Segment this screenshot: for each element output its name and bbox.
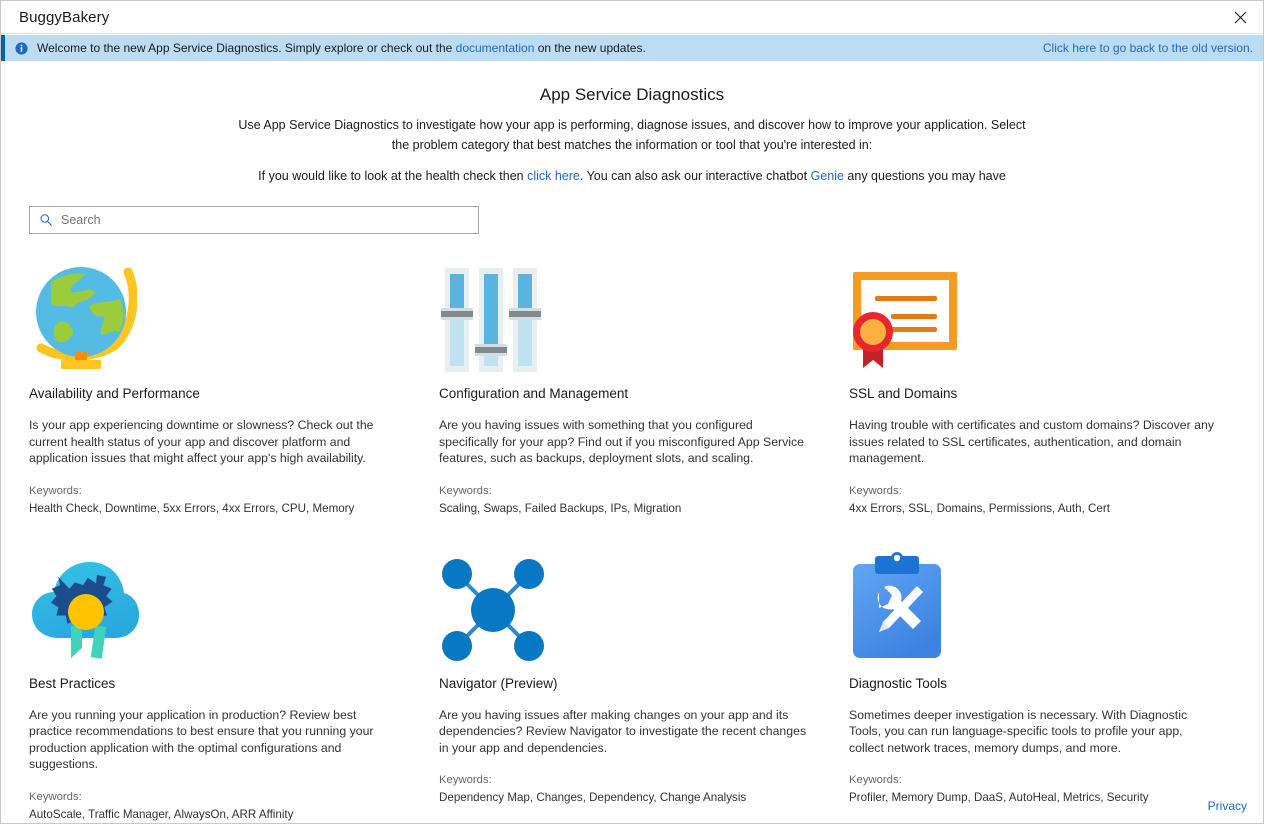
title-bar <box>1 1 1263 34</box>
card-icon-wrap <box>849 542 1249 662</box>
card-keywords-label: Keywords: <box>439 774 492 786</box>
card-icon-wrap <box>439 252 839 372</box>
card-keywords: Scaling, Swaps, Failed Backups, IPs, Migration <box>439 501 682 515</box>
category-grid <box>1 252 1263 822</box>
globe-icon <box>29 260 137 372</box>
card-description: Having trouble with certificates and custom domains? Discover any issues related to SSL certificates, authentication, and domain management. <box>849 418 1214 465</box>
health-mid: . You can also ask our interactive chatbot <box>579 169 811 183</box>
health-suffix: any questions you may have <box>843 169 1006 183</box>
card-diagnostic-tools[interactable] <box>849 516 1249 822</box>
card-description: Are you running your application in production? Review best practice recommendations to best ensure that you running your production application with the optimal configurations and suggestions. <box>29 707 374 771</box>
health-prefix: If you would like to look at the health check then <box>258 169 528 183</box>
sliders-icon <box>439 260 543 372</box>
info-banner <box>1 35 1263 61</box>
clipboard-tools-icon <box>849 552 945 662</box>
intro-paragraph <box>232 115 1032 155</box>
card-title: Navigator (Preview) <box>439 675 558 691</box>
banner-text-after: on the new updates. <box>534 41 646 55</box>
card-description: Are you having issues with something that you configured specifically for your app? Find out if you misconfigured App Service features, such as backups, deployment slots, and scaling. <box>439 418 804 465</box>
card-best-practices[interactable] <box>29 516 429 822</box>
card-ssl-and-domains[interactable] <box>849 252 1249 516</box>
intro-line-2: that best matches the information or tool that you're interested in: <box>512 138 873 152</box>
banner-text-before: Welcome to the new App Service Diagnostics. Simply explore or check out the <box>37 41 456 55</box>
card-availability-and-performance[interactable] <box>29 252 429 516</box>
card-keywords-label: Keywords: <box>439 484 492 497</box>
health-check-link[interactable]: click here <box>527 169 580 183</box>
banner-right-area <box>1043 35 1253 61</box>
privacy-link[interactable]: Privacy <box>1207 799 1247 813</box>
card-title: Configuration and Management <box>439 386 629 401</box>
certificate-icon <box>849 264 961 372</box>
card-keywords: Dependency Map, Changes, Dependency, Change Analysis <box>439 791 747 804</box>
search-icon <box>39 213 53 227</box>
card-keywords: Health Check, Downtime, 5xx Errors, 4xx Errors, CPU, Memory <box>29 501 355 515</box>
search-input[interactable] <box>61 213 461 227</box>
card-description: Are you having issues after making changes on your app and its dependencies? Review Navigator to investigate the recent changes in your app and dependencies. <box>439 707 807 755</box>
card-title: Best Practices <box>29 675 116 691</box>
card-description: Sometimes deeper investigation is necessary. With Diagnostic Tools, you can run language-specific tools to profile your app, collect network traces, memory dumps, and more. <box>849 707 1188 755</box>
card-icon-wrap <box>29 542 429 662</box>
card-icon-wrap <box>439 542 839 662</box>
card-navigator-preview[interactable] <box>439 516 839 822</box>
genie-link[interactable]: Genie <box>810 169 844 183</box>
cloud-badge-icon <box>29 554 139 662</box>
card-keywords-label: Keywords: <box>849 774 902 786</box>
card-icon-wrap <box>849 252 1249 372</box>
card-keywords: 4xx Errors, SSL, Domains, Permissions, Auth, Cert <box>849 501 1110 515</box>
card-title: SSL and Domains <box>849 386 958 401</box>
card-keywords: AutoScale, Traffic Manager, AlwaysOn, ARR Affinity <box>29 807 294 821</box>
footer <box>1208 799 1247 813</box>
health-check-paragraph <box>202 166 1062 186</box>
card-keywords-label: Keywords: <box>849 484 902 497</box>
info-icon <box>15 42 28 55</box>
search-box[interactable] <box>29 206 479 234</box>
documentation-link[interactable]: documentation <box>455 41 535 55</box>
card-keywords: Profiler, Memory Dump, DaaS, AutoHeal, Metrics, Security <box>849 791 1149 804</box>
close-button[interactable] <box>1217 1 1263 33</box>
network-hub-icon <box>439 558 547 662</box>
window-title: BuggyBakery <box>19 8 110 26</box>
card-title: Availability and Performance <box>29 386 200 401</box>
old-version-link[interactable]: Click here to go back to the old version. <box>1042 41 1253 55</box>
card-keywords-label: Keywords: <box>29 790 82 803</box>
card-title: Diagnostic Tools <box>849 675 948 691</box>
card-icon-wrap <box>29 252 429 372</box>
banner-message <box>37 41 646 55</box>
main-content <box>1 62 1263 823</box>
card-description: Is your app experiencing downtime or slowness? Check out the current health status of your app and discover platform and application issues that might affect your app's high availability. <box>29 418 374 465</box>
intro-line-1: Use App Service Diagnostics to investigate how your app is performing, diagnose issues, and discover how to improve your application. Select the problem category <box>238 118 1026 152</box>
card-keywords-label: Keywords: <box>29 484 82 497</box>
page-title: App Service Diagnostics <box>539 85 725 104</box>
close-icon <box>1234 11 1247 24</box>
card-configuration-and-management[interactable] <box>439 252 839 516</box>
